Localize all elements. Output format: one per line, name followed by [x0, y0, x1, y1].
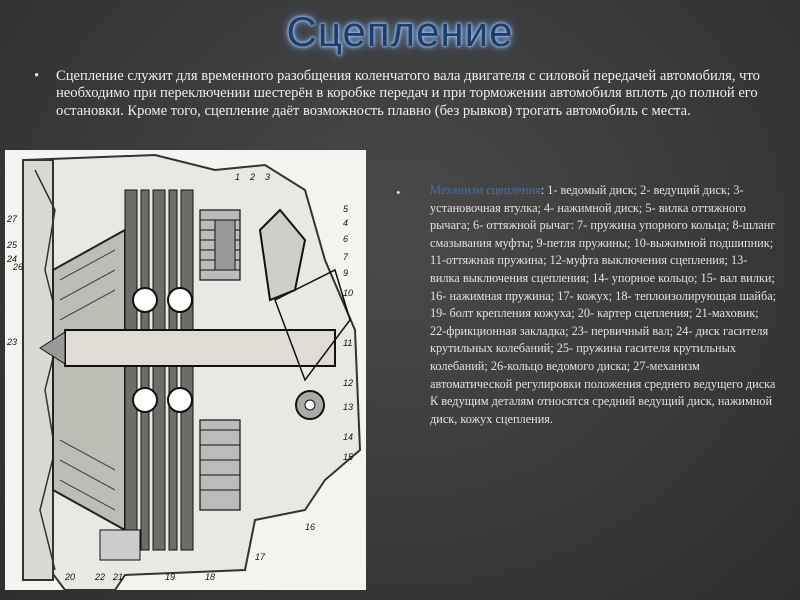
svg-text:6: 6 — [343, 234, 349, 244]
intro-paragraph: Сцепление служит для временного разобщения коленчатого вала двигателя с силовой передачей автомобиля, что необходимо при переключении шестерён в коробке передач и при торможении автомобиля вплоть до полной его остановки. Кроме того, сцепление даёт возможность плавно (без рывков) трогать автомобиль с места. — [56, 68, 760, 119]
svg-text:5: 5 — [343, 204, 349, 214]
svg-text:11: 11 — [343, 338, 353, 348]
svg-text:26: 26 — [13, 262, 24, 272]
bullet-marker: • — [34, 68, 40, 84]
svg-text:14: 14 — [343, 432, 354, 442]
svg-text:1: 1 — [235, 172, 241, 182]
slide-title: Сцепление — [286, 8, 514, 55]
svg-text:23: 23 — [7, 337, 18, 347]
svg-text:18: 18 — [205, 572, 216, 582]
svg-text:22: 22 — [95, 572, 106, 582]
svg-text:7: 7 — [343, 252, 349, 262]
svg-text:2: 2 — [250, 172, 256, 182]
svg-text:4: 4 — [343, 218, 349, 228]
svg-text:16: 16 — [305, 522, 316, 532]
svg-text:3: 3 — [265, 172, 271, 182]
clutch-diagram — [5, 150, 366, 590]
svg-text:13: 13 — [343, 402, 354, 412]
mechanism-heading: Механизм сцепления — [430, 183, 541, 197]
svg-text:27: 27 — [7, 214, 18, 224]
svg-text:10: 10 — [343, 288, 354, 298]
svg-text:24: 24 — [7, 254, 18, 264]
svg-text:25: 25 — [7, 240, 18, 250]
svg-text:9: 9 — [343, 268, 349, 278]
svg-text:21: 21 — [113, 572, 124, 582]
svg-text:20: 20 — [65, 572, 76, 582]
mechanism-text: : 1- ведомый диск; 2- ведущий диск; 3- установочная втулка; 4- нажимной диск; 5- вилка оттяжного рычага; 6- оттяжной рычаг: 7- пружина упорного кольца; 8-шланг смазывания муфты; 9-петля пружины; 10-выжимной подшипник; 11-оттяжная пружина; 12-муфта выключения сцепления; 13- вилка выключения сцепления; 14- упорное кольцо; 15- вал вилки; 16- нажимная пружина; 17- кожух; 18- теплоизолирующая шайба; 19- болт крепления кожуха; 20- картер сцепления; 21-маховик; 22-фрикционная закладка; 23- первичный вал; 24- диск гасителя крутильных колебаний; 25- пружина гасителя крутильных колебаний; 26-кольцо ведомого диска; 27-механизм автоматической регулировки положения среднего ведущего диска К ведущим деталям относятся средний ведущий диск, нажимной диск, кожух сцепления. — [430, 183, 777, 426]
svg-text:19: 19 — [165, 572, 176, 582]
svg-text:15: 15 — [343, 452, 354, 462]
svg-text:17: 17 — [255, 552, 266, 562]
bullet-marker: • — [396, 185, 401, 200]
svg-text:12: 12 — [343, 378, 354, 388]
mechanism-paragraph — [430, 182, 778, 428]
